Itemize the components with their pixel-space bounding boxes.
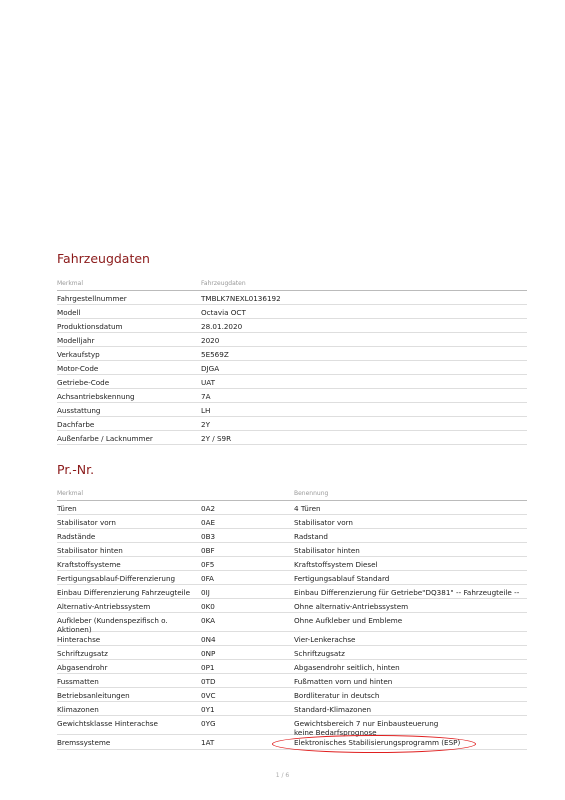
table-cell: Modelljahr <box>57 336 95 345</box>
table-cell: Stabilisator vorn <box>57 518 116 527</box>
table-cell: Abgasendrohr <box>57 663 108 672</box>
table-row <box>57 557 527 571</box>
table-row <box>57 688 527 702</box>
table-cell: 1AT <box>201 738 215 747</box>
table-cell: UAT <box>201 378 216 387</box>
table-cell: 0AE <box>201 518 216 527</box>
table-row <box>57 417 527 431</box>
table-cell: Kraftstoffsysteme <box>57 560 121 569</box>
pr-number-table <box>57 487 527 750</box>
table-cell: Bremssysteme <box>57 738 111 747</box>
table-cell: 0YG <box>201 719 216 728</box>
table-cell: Radstände <box>57 532 96 541</box>
table-cell: 0KA <box>201 616 216 625</box>
table-cell: 0NP <box>201 649 216 658</box>
red-highlight-ellipse <box>272 735 476 753</box>
table-cell: 0A2 <box>201 504 216 513</box>
table-cell: DJGA <box>201 364 220 373</box>
table-cell: 0IJ <box>201 588 210 597</box>
table-cell: 0P1 <box>201 663 215 672</box>
table-row <box>57 319 527 333</box>
table-cell: Gewichtsklasse Hinterachse <box>57 719 158 728</box>
table-cell: LH <box>201 406 211 415</box>
table-row <box>57 361 527 375</box>
table-row <box>57 375 527 389</box>
table-cell: Türen <box>57 504 77 513</box>
section-title-fahrzeugdaten: Fahrzeugdaten <box>57 251 150 266</box>
section-title-pr-nr: Pr.-Nr. <box>57 462 95 477</box>
table-cell: 5E569Z <box>201 350 229 359</box>
table-cell: Fertigungsablauf-Differenzierung <box>57 574 176 583</box>
table-cell: Standard-Klimazonen <box>294 705 372 714</box>
table-cell: Modell <box>57 308 81 317</box>
table-cell: 7A <box>201 392 211 401</box>
table-cell: Stabilisator vorn <box>294 518 353 527</box>
table-row <box>57 674 527 688</box>
table-cell: Ohne alternativ-Antriebssystem <box>294 602 409 611</box>
table-cell: Einbau Differenzierung für Getriebe"DQ381" -- Fahrzeugteile -- <box>294 588 520 597</box>
table-row <box>57 403 527 417</box>
table-cell: 0K0 <box>201 602 215 611</box>
table-cell: 0FA <box>201 574 214 583</box>
table-cell: Verkaufstyp <box>57 350 100 359</box>
table-row <box>57 571 527 585</box>
table-cell: 2020 <box>201 336 220 345</box>
table-cell: Kraftstoffsystem Diesel <box>294 560 378 569</box>
table-row <box>57 702 527 716</box>
table-cell: 0F5 <box>201 560 215 569</box>
table-cell: Aufkleber (Kundenspezifisch o. Aktionen) <box>57 616 168 634</box>
table-cell: 4 Türen <box>294 504 321 513</box>
table-cell: 0B3 <box>201 532 216 541</box>
table-row <box>57 333 527 347</box>
table-cell: Bordliteratur in deutsch <box>294 691 380 700</box>
table-row <box>57 515 527 529</box>
table-row <box>57 305 527 319</box>
table-cell: 2Y / S9R <box>201 434 232 443</box>
column-header: Fahrzeugdaten <box>201 280 246 287</box>
table-row <box>57 291 527 305</box>
table-row <box>57 716 527 735</box>
table-cell: 0BF <box>201 546 215 555</box>
table-cell: Abgasendrohr seitlich, hinten <box>294 663 400 672</box>
page-number: 1 / 6 <box>275 772 290 779</box>
table-header <box>57 277 527 291</box>
table-cell: Produktionsdatum <box>57 322 123 331</box>
table-cell: Klimazonen <box>57 705 99 714</box>
table-cell: Ohne Aufkleber und Embleme <box>294 616 403 625</box>
table-cell: Gewichtsbereich 7 nur Einbausteuerung keine Bedarfsprognose <box>294 719 439 737</box>
table-cell: Fahrgestellnummer <box>57 294 127 303</box>
table-row <box>57 431 527 445</box>
table-cell: Hinterachse <box>57 635 101 644</box>
table-cell: Dachfarbe <box>57 420 95 429</box>
table-cell: Motor-Code <box>57 364 99 373</box>
table-row <box>57 389 527 403</box>
table-cell: Außenfarbe / Lacknummer <box>57 434 153 443</box>
table-cell: Ausstattung <box>57 406 101 415</box>
column-header: Benennung <box>294 490 329 497</box>
table-header <box>57 487 527 501</box>
table-cell: Stabilisator hinten <box>294 546 360 555</box>
table-row <box>57 646 527 660</box>
table-cell: Fertigungsablauf Standard <box>294 574 390 583</box>
table-cell: Radstand <box>294 532 328 541</box>
table-cell: Schriftzugsatz <box>294 649 345 658</box>
table-cell: Elektronisches Stabilisierungsprogramm (ESP) <box>294 738 461 747</box>
table-row <box>57 632 527 646</box>
table-row <box>57 543 527 557</box>
column-header: Merkmal <box>57 280 83 287</box>
table-cell: TMBLK7NEXL0136192 <box>201 294 281 303</box>
table-cell: Octavia OCT <box>201 308 246 317</box>
vehicle-data-table <box>57 277 527 445</box>
table-cell: Achsantriebskennung <box>57 392 135 401</box>
table-cell: Einbau Differenzierung Fahrzeugteile <box>57 588 191 597</box>
table-row <box>57 613 527 632</box>
table-cell: Stabilisator hinten <box>57 546 123 555</box>
table-cell: Fussmatten <box>57 677 99 686</box>
table-row <box>57 660 527 674</box>
table-cell: Vier-Lenkerachse <box>294 635 356 644</box>
table-cell: 0VC <box>201 691 216 700</box>
table-cell: 28.01.2020 <box>201 322 243 331</box>
table-cell: Schriftzugsatz <box>57 649 108 658</box>
column-header: Merkmal <box>57 490 83 497</box>
table-cell: 0Y1 <box>201 705 215 714</box>
table-cell: Betriebsanleitungen <box>57 691 130 700</box>
table-row <box>57 529 527 543</box>
table-cell: Fußmatten vorn und hinten <box>294 677 393 686</box>
table-cell: 2Y <box>201 420 210 429</box>
table-cell: 0TD <box>201 677 216 686</box>
table-row <box>57 501 527 515</box>
table-cell: Alternativ-Antriebssystem <box>57 602 151 611</box>
table-row <box>57 599 527 613</box>
table-row <box>57 585 527 599</box>
table-row <box>57 347 527 361</box>
table-cell: Getriebe-Code <box>57 378 110 387</box>
table-cell: 0N4 <box>201 635 216 644</box>
